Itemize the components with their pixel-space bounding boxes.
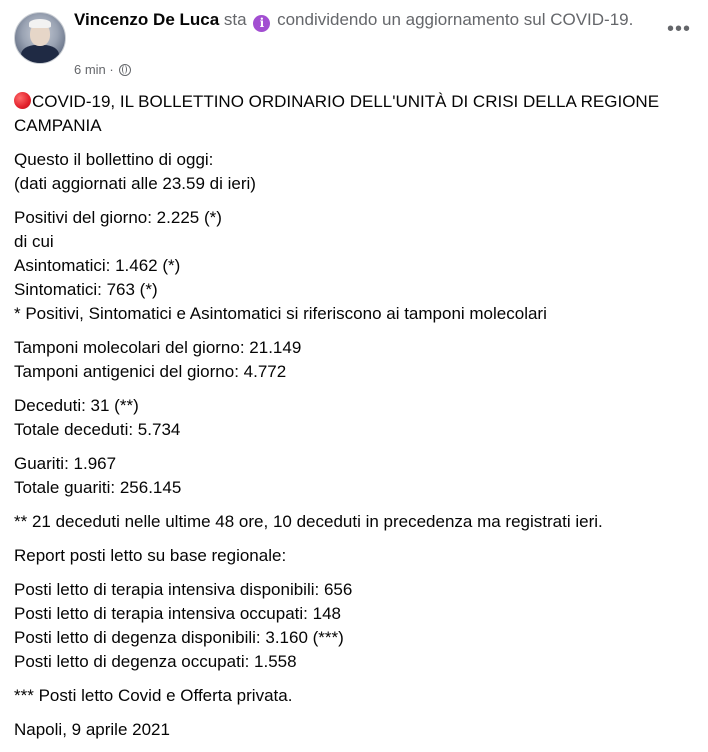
tamponi-paragraph: [14, 336, 694, 384]
positivi-line: Sintomatici: 763 (*): [14, 280, 158, 299]
post-title-text: COVID-19, IL BOLLETTINO ORDINARIO DELL'UNITÀ DI CRISI DELLA REGIONE CAMPANIA: [14, 92, 660, 135]
red-circle-icon: [14, 92, 31, 109]
posti-letto-note: *** Posti letto Covid e Offerta privata.: [14, 686, 293, 705]
posti-letto-line: Posti letto di degenza disponibili: 3.160 (***): [14, 628, 344, 647]
tamponi-line: Tamponi molecolari del giorno: 21.149: [14, 338, 302, 357]
guariti-line: Totale guariti: 256.145: [14, 478, 182, 497]
more-options-button[interactable]: •••: [666, 18, 691, 40]
deceduti-line: Deceduti: 31 (**): [14, 396, 139, 415]
positivi-line: Positivi del giorno: 2.225 (*): [14, 208, 222, 227]
post-body: [14, 90, 694, 752]
info-icon: i: [253, 15, 270, 32]
action-prefix: sta: [223, 10, 247, 29]
intro-line: (dati aggiornati alle 23.59 di ieri): [14, 174, 256, 193]
signature: Napoli, 9 aprile 2021: [14, 720, 170, 739]
positivi-note: * Positivi, Sintomatici e Asintomatici si riferiscono ai tamponi molecolari: [14, 304, 547, 323]
post-header: [14, 8, 694, 82]
report-title: Report posti letto su base regionale:: [14, 546, 287, 565]
intro-line: Questo il bollettino di oggi:: [14, 150, 214, 169]
posti-letto-line: Posti letto di degenza occupati: 1.558: [14, 652, 297, 671]
intro-paragraph: [14, 148, 694, 196]
guariti-line: Guariti: 1.967: [14, 454, 117, 473]
author-name[interactable]: Vincenzo De Luca: [74, 10, 220, 29]
globe-icon[interactable]: [119, 64, 131, 76]
meta-separator: ·: [109, 62, 114, 77]
post-header-text: [74, 8, 658, 32]
action-text[interactable]: condividendo un aggiornamento sul COVID-19.: [277, 10, 634, 29]
post-title: [14, 90, 694, 138]
post-time[interactable]: 6 min: [74, 62, 106, 77]
tamponi-line: Tamponi antigenici del giorno: 4.772: [14, 362, 287, 381]
guariti-paragraph: [14, 452, 694, 500]
deceduti-line: Totale deceduti: 5.734: [14, 420, 181, 439]
positivi-paragraph: [14, 206, 694, 326]
deceduti-note: ** 21 deceduti nelle ultime 48 ore, 10 deceduti in precedenza ma registrati ieri.: [14, 512, 603, 531]
positivi-line: Asintomatici: 1.462 (*): [14, 256, 181, 275]
posti-letto-line: Posti letto di terapia intensiva occupati: 148: [14, 604, 341, 623]
positivi-line: di cui: [14, 232, 54, 251]
post-meta: [74, 62, 131, 78]
author-avatar[interactable]: [14, 12, 66, 64]
deceduti-paragraph: [14, 394, 694, 442]
posti-letto-line: Posti letto di terapia intensiva disponibili: 656: [14, 580, 353, 599]
posti-letto-paragraph: [14, 578, 694, 674]
